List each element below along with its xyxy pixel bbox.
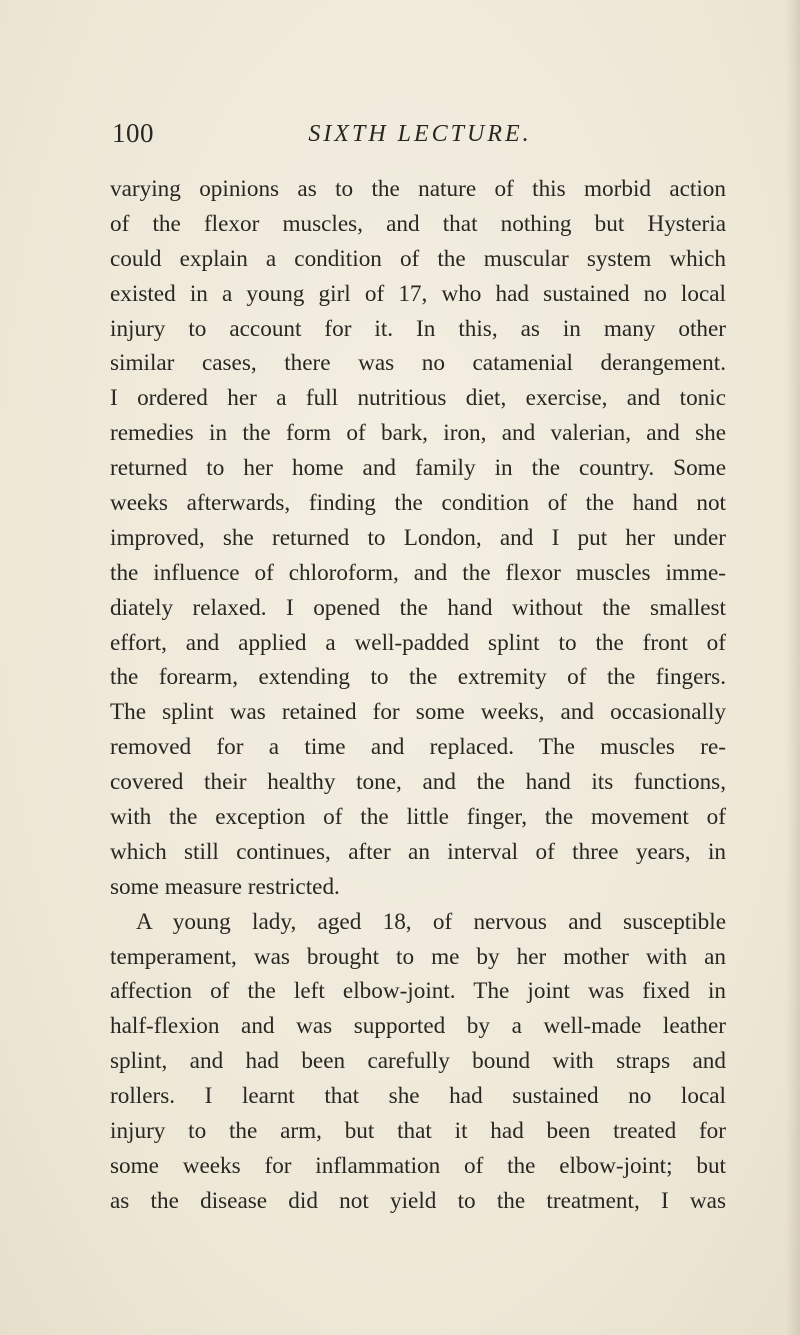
text-line: I ordered her a full nutritious diet, exercise, and tonic — [110, 385, 726, 412]
text-line: could explain a condition of the muscular system which — [110, 245, 726, 272]
text-line: temperament, was brought to me by her mother with an — [110, 943, 726, 970]
paragraph-start-line: A young lady, aged 18, of nervous and susceptible — [136, 908, 726, 935]
text-line: with the exception of the little finger, the movement of — [110, 804, 726, 831]
text-line: half-flexion and was supported by a well-made leather — [110, 1013, 726, 1040]
text-line: rollers. I learnt that she had sustained no local — [110, 1083, 726, 1110]
text-line: effort, and applied a well-padded splint to the front of — [110, 629, 726, 656]
text-line: existed in a young girl of 17, who had sustained no local — [110, 280, 726, 307]
text-line: the influence of chloroform, and the flexor muscles imme- — [110, 559, 726, 586]
text-line: The splint was retained for some weeks, and occasionally — [110, 699, 726, 726]
text-line: injury to account for it. In this, as in many other — [110, 315, 726, 342]
text-line: affection of the left elbow-joint. The joint was fixed in — [110, 978, 726, 1005]
text-line: removed for a time and replaced. The muscles re- — [110, 734, 726, 761]
text-line: splint, and had been carefully bound with straps and — [110, 1048, 726, 1075]
running-head: SIXTH LECTURE. — [308, 121, 532, 147]
text-line: injury to the arm, but that it had been treated for — [110, 1118, 726, 1145]
text-line: improved, she returned to London, and I put her under — [110, 524, 726, 551]
page-number: 100 — [112, 118, 154, 148]
text-line: some weeks for inflammation of the elbow-joint; but — [110, 1152, 726, 1179]
body-text — [110, 172, 726, 1219]
text-line: remedies in the form of bark, iron, and valerian, and she — [110, 420, 726, 447]
text-line: the forearm, extending to the extremity of the fingers. — [110, 664, 726, 691]
text-line: diately relaxed. I opened the hand without the smallest — [110, 594, 726, 621]
text-line: as the disease did not yield to the treatment, I was — [110, 1187, 726, 1214]
text-line: covered their healthy tone, and the hand its functions, — [110, 769, 726, 796]
page-header — [0, 118, 800, 158]
page-edge-shadow — [786, 0, 800, 1335]
text-line: similar cases, there was no catamenial derangement. — [110, 350, 726, 377]
text-line: of the flexor muscles, and that nothing but Hysteria — [110, 210, 726, 237]
text-line: varying opinions as to the nature of this morbid action — [110, 176, 726, 202]
paragraph-end-line: some measure restricted. — [110, 873, 340, 900]
text-line: returned to her home and family in the country. Some — [110, 455, 726, 482]
text-line: weeks afterwards, finding the condition of the hand not — [110, 490, 726, 517]
text-line: which still continues, after an interval of three years, in — [110, 838, 726, 865]
